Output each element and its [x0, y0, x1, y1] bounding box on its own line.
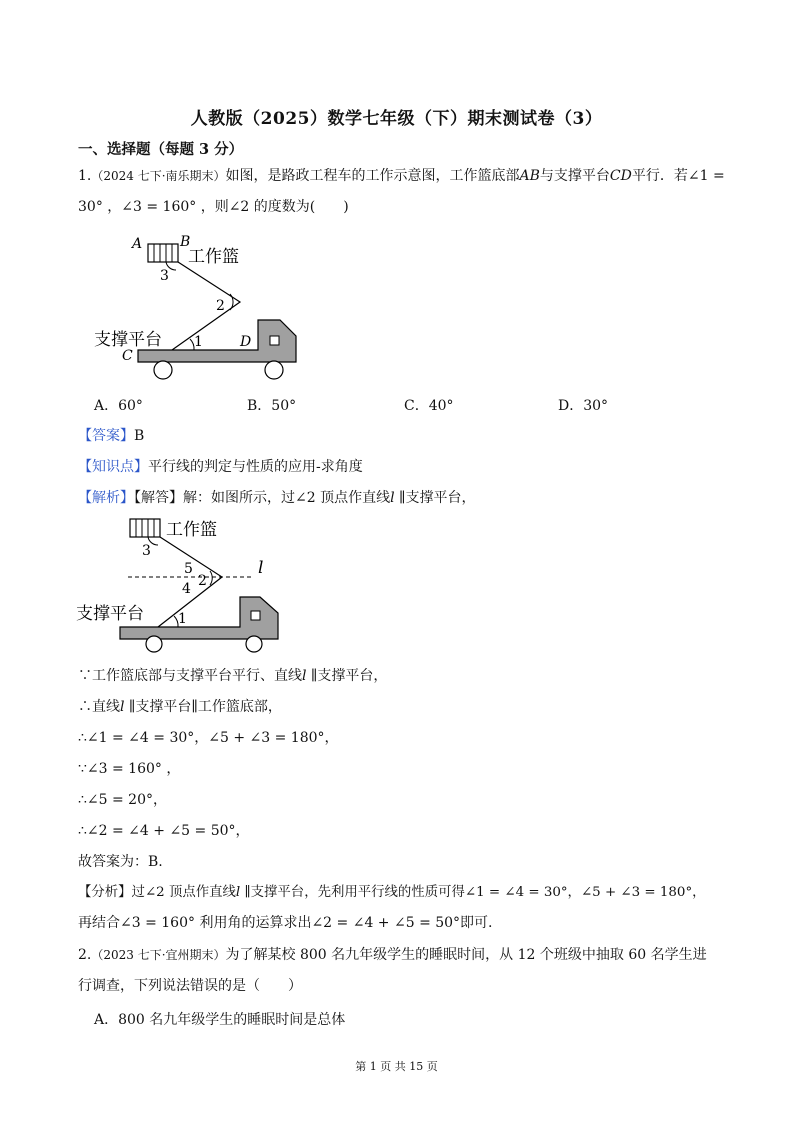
basket-rect-2: [130, 519, 160, 537]
label-5: 5: [184, 561, 193, 577]
wheel-front: [154, 361, 172, 379]
q2-option-a: A．800 名九年级学生的睡眠时间是总体: [94, 1012, 346, 1028]
wheel-front-2: [146, 636, 162, 652]
label-basket: 工作篮: [188, 247, 239, 267]
answer-value: B: [134, 428, 145, 444]
step-2: ∴直线𝑙 ∥支撑平台∥工作篮底部，: [78, 699, 282, 715]
boom-arm: [172, 262, 240, 350]
label-1: 1: [194, 334, 203, 350]
q1-number: 1.: [78, 168, 92, 184]
label-A: A: [132, 236, 143, 252]
q1-knowledge-point: [78, 457, 363, 477]
label-D: D: [240, 334, 252, 350]
basket-rect: [148, 244, 178, 262]
q1-source: （2024 七下·南乐期末）: [91, 169, 226, 183]
label-platform-2: 支撑平台: [76, 604, 144, 624]
wheel-rear-2: [246, 636, 262, 652]
label-3: 3: [160, 268, 169, 284]
label-4: 4: [182, 581, 191, 597]
step-6: ∴∠2 = ∠4 + ∠5 = 50°，: [78, 823, 250, 839]
q2-number: 2.: [78, 947, 92, 963]
angle2-arc-2: [210, 571, 212, 585]
label-1-2: 1: [178, 611, 187, 627]
q1-option-a: A．60°: [94, 398, 143, 414]
step-1: ∵工作篮底部与支撑平台平行、直线𝑙 ∥支撑平台，: [78, 668, 388, 684]
step-3: ∴∠1 = ∠4 = 30°，∠5 + ∠3 = 180°，: [78, 730, 339, 746]
label-2-2: 2: [198, 573, 207, 589]
step-4: ∵∠3 = 160° ，: [78, 761, 181, 777]
q1-text-1: 如图，是路政工程车的工作示意图，工作篮底部𝐴𝐵与支撑平台𝐶𝐷平行．若∠1 =: [225, 168, 725, 184]
q1-text-2: 30° ，∠3 = 160° ，则∠2 的度数为( ): [78, 199, 349, 215]
kp-label: 【知识点】: [78, 459, 148, 475]
label-B: B: [180, 234, 191, 250]
step-7: 故答案为：B.: [78, 854, 163, 870]
truck-window-2: [251, 611, 260, 620]
analysis-intro: 【解答】解：如图所示，过∠2 顶点作直线𝑙 ∥支撑平台，: [134, 490, 476, 506]
label-3-2: 3: [142, 543, 151, 559]
section-heading: 一、选择题（每题 3 分）: [78, 141, 244, 158]
q1-option-b: B．50°: [247, 398, 297, 414]
q1-option-d: D．30°: [558, 398, 609, 414]
q1-option-c: C．40°: [404, 398, 454, 414]
q1-answer: [78, 426, 144, 446]
label-2: 2: [216, 298, 225, 314]
q1-figure: [90, 232, 310, 384]
q1-analysis: [78, 488, 475, 508]
kp-value: 平行线的判定与性质的应用-求角度: [148, 459, 363, 475]
label-C: C: [122, 348, 133, 364]
q2-line1: [78, 945, 707, 965]
label-platform: 支撑平台: [94, 330, 162, 350]
truck-window: [270, 336, 279, 345]
page-title: 人教版（2025）数学七年级（下）期末测试卷（3）: [190, 109, 603, 129]
q1-solution-figure: [74, 513, 288, 653]
label-l: l: [258, 558, 264, 578]
fenxi-line2: 再结合∠3 = 160° 利用角的运算求出∠2 = ∠4 + ∠5 = 50°即可.: [78, 915, 493, 931]
wheel-rear: [265, 361, 283, 379]
q2-source: （2023 七下·宜州期末）: [91, 948, 226, 962]
q2-text-2: 行调查，下列说法错误的是（ ）: [78, 978, 302, 994]
page-footer: 第 1 页 共 15 页: [355, 1060, 438, 1073]
step-5: ∴∠5 = 20°，: [78, 792, 167, 808]
q2-text-1: 为了解某校 800 名九年级学生的睡眠时间，从 12 个班级中抽取 60 名学生进: [225, 947, 707, 963]
answer-label: 【答案】: [78, 428, 134, 444]
fenxi-line1: 【分析】过∠2 顶点作直线𝑙 ∥支撑平台，先利用平行线的性质可得∠1 = ∠4 = 30°，∠5 + ∠3 = 180°，: [78, 885, 706, 900]
label-basket-2: 工作篮: [166, 520, 217, 540]
q1-line1: [78, 166, 725, 186]
analysis-label: 【解析】: [78, 490, 134, 506]
